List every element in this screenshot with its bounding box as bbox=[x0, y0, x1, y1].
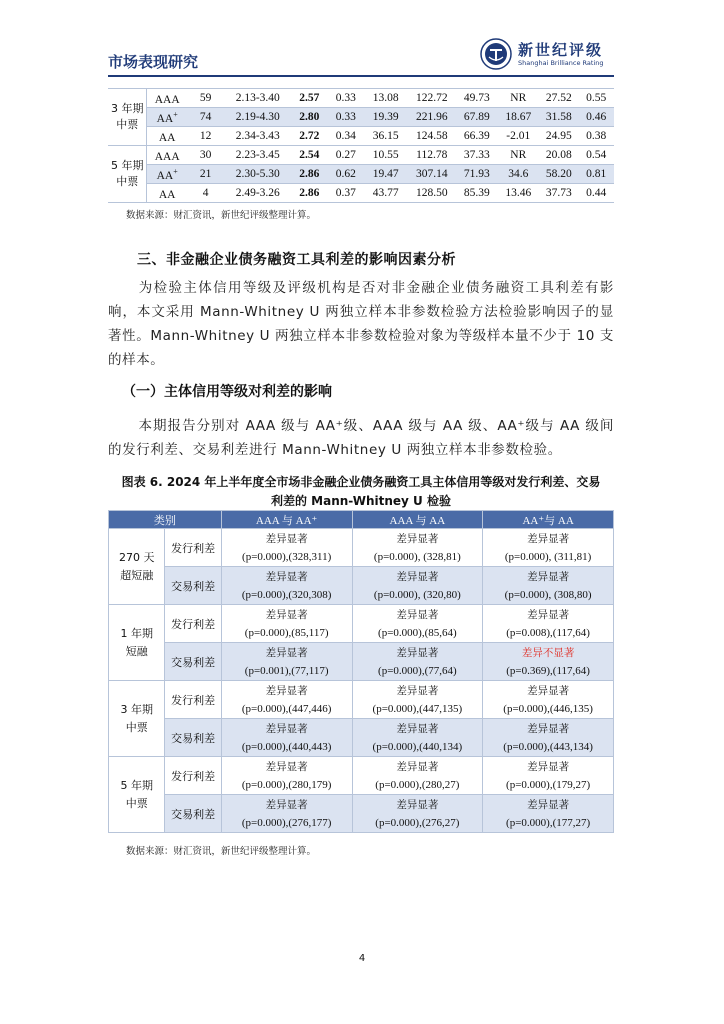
significance-label: 差异显著 bbox=[527, 722, 570, 735]
result-cell bbox=[352, 567, 483, 605]
spread-type: 发行利差 bbox=[165, 529, 221, 567]
p-value: (p=0.000),(276,177) bbox=[241, 816, 332, 829]
p-value: (p=0.000),(276,27) bbox=[375, 816, 460, 829]
significance-label: 差异显著 bbox=[396, 608, 439, 621]
header-aaplus-vs-aa: AA⁺与 AA bbox=[483, 511, 614, 529]
result-cell bbox=[221, 757, 352, 795]
table-row bbox=[109, 643, 614, 681]
category-line1: 5 年期 bbox=[120, 778, 153, 792]
group-label-line2: 中票 bbox=[116, 175, 139, 188]
category-label bbox=[109, 605, 165, 681]
table-cell: 20.08 bbox=[539, 146, 578, 165]
category-line1: 1 年期 bbox=[120, 626, 153, 640]
table-cell: 74 bbox=[187, 108, 224, 127]
header-divider bbox=[108, 75, 614, 77]
result-cell bbox=[221, 643, 352, 681]
p-value: (p=0.000),(446,135) bbox=[503, 702, 593, 715]
rating-modifier: + bbox=[173, 109, 178, 119]
result-cell bbox=[483, 719, 614, 757]
table-cell: 59 bbox=[187, 89, 224, 108]
category-label bbox=[109, 757, 165, 833]
group-label-line1: 3 年期 bbox=[110, 102, 144, 115]
p-value: (p=0.000),(328,311) bbox=[242, 550, 332, 563]
spread-type: 交易利差 bbox=[165, 719, 221, 757]
table-cell: 122.72 bbox=[408, 89, 457, 108]
body-paragraph-1 bbox=[108, 276, 614, 372]
table-cell: 12 bbox=[187, 127, 224, 146]
significance-label: 差异显著 bbox=[265, 570, 308, 583]
category-line1: 270 天 bbox=[118, 550, 155, 564]
table-cell: 0.54 bbox=[578, 146, 614, 165]
rating-text: AA bbox=[158, 131, 176, 144]
table-cell: 19.47 bbox=[364, 165, 408, 184]
table-cell: 31.58 bbox=[539, 108, 578, 127]
result-cell bbox=[352, 681, 483, 719]
p-value: (p=0.000), (308,80) bbox=[504, 588, 592, 601]
table-row bbox=[108, 89, 614, 108]
table-cell: 58.20 bbox=[539, 165, 578, 184]
significance-label: 差异显著 bbox=[527, 532, 570, 545]
result-cell bbox=[483, 681, 614, 719]
source-note: 数据来源：财汇资讯，新世纪评级整理计算。 bbox=[126, 210, 317, 221]
p-value: (p=0.000),(85,117) bbox=[244, 626, 329, 639]
result-cell bbox=[352, 643, 483, 681]
table-cell: 0.27 bbox=[328, 146, 364, 165]
category-label bbox=[109, 529, 165, 605]
result-cell bbox=[221, 795, 352, 833]
table-cell: 0.62 bbox=[328, 165, 364, 184]
p-value: (p=0.000),(77,64) bbox=[378, 664, 457, 677]
paragraph-text: 本期报告分别对 AAA 级与 AA⁺级、AAA 级与 AA 级、AA⁺级与 AA 级间的发行利差、交易利差进行 Mann-Whitney U 两独立样本非参数检验。 bbox=[108, 418, 614, 458]
spread-statistics-table bbox=[108, 88, 614, 203]
result-cell bbox=[352, 529, 483, 567]
rating-cell bbox=[147, 146, 187, 165]
rating-cell bbox=[147, 127, 187, 146]
significance-label: 差异显著 bbox=[396, 532, 439, 545]
category-line2: 中票 bbox=[125, 720, 148, 734]
p-value: (p=0.000),(447,135) bbox=[372, 702, 463, 715]
table-cell: 0.34 bbox=[328, 127, 364, 146]
p-value: (p=0.000), (328,81) bbox=[373, 550, 461, 563]
result-cell bbox=[221, 567, 352, 605]
spread-type: 交易利差 bbox=[165, 643, 221, 681]
significance-label: 差异显著 bbox=[396, 722, 439, 735]
p-value: (p=0.000),(179,27) bbox=[506, 778, 591, 791]
subsection-heading: （一）主体信用等级对利差的影响 bbox=[122, 384, 332, 400]
p-value: (p=0.000),(85,64) bbox=[378, 626, 457, 639]
group-label bbox=[108, 89, 147, 146]
table-cell: 2.72 bbox=[291, 127, 327, 146]
result-cell bbox=[221, 605, 352, 643]
table-cell: 2.19-4.30 bbox=[224, 108, 291, 127]
table-row bbox=[109, 567, 614, 605]
table-header-row bbox=[109, 511, 614, 529]
table-cell: 34.6 bbox=[498, 165, 539, 184]
significance-label: 差异显著 bbox=[396, 798, 439, 811]
table-cell: 2.49-3.26 bbox=[224, 184, 291, 203]
table-cell: 30 bbox=[187, 146, 224, 165]
significance-label: 差异显著 bbox=[527, 570, 570, 583]
result-cell bbox=[483, 529, 614, 567]
rating-cell bbox=[147, 89, 187, 108]
significance-label: 差异显著 bbox=[527, 798, 570, 811]
result-cell bbox=[221, 719, 352, 757]
p-value: (p=0.000),(280,179) bbox=[241, 778, 332, 791]
table-cell: 13.08 bbox=[364, 89, 408, 108]
table-cell: 0.38 bbox=[578, 127, 614, 146]
header-category: 类别 bbox=[109, 511, 222, 529]
category-label bbox=[109, 681, 165, 757]
result-cell bbox=[483, 605, 614, 643]
category-line2: 短融 bbox=[125, 644, 148, 658]
rating-text: AAA bbox=[154, 93, 180, 106]
significance-label: 差异显著 bbox=[265, 760, 308, 773]
table-cell: 0.37 bbox=[328, 184, 364, 203]
significance-label: 差异显著 bbox=[396, 646, 439, 659]
table-row bbox=[108, 108, 614, 127]
table-cell: 124.58 bbox=[408, 127, 457, 146]
significance-label: 差异显著 bbox=[527, 608, 570, 621]
table-cell: 37.73 bbox=[539, 184, 578, 203]
body-paragraph-2 bbox=[108, 414, 614, 462]
table-cell: 18.67 bbox=[498, 108, 539, 127]
table-cell: 0.44 bbox=[578, 184, 614, 203]
table-cell: 36.15 bbox=[364, 127, 408, 146]
table-cell: 0.81 bbox=[578, 165, 614, 184]
table-row bbox=[108, 146, 614, 165]
source-note: 数据来源：财汇资讯，新世纪评级整理计算。 bbox=[126, 846, 317, 857]
significance-label: 差异显著 bbox=[265, 722, 308, 735]
category-line2: 超短融 bbox=[120, 568, 154, 582]
p-value: (p=0.000),(440,134) bbox=[372, 740, 463, 753]
result-cell bbox=[483, 567, 614, 605]
table-cell: 37.33 bbox=[456, 146, 497, 165]
p-value: (p=0.000), (320,80) bbox=[373, 588, 461, 601]
table-cell: 0.46 bbox=[578, 108, 614, 127]
significance-label: 差异显著 bbox=[527, 760, 570, 773]
p-value: (p=0.000),(280,27) bbox=[375, 778, 460, 791]
table-cell: NR bbox=[498, 89, 539, 108]
rating-cell bbox=[147, 184, 187, 203]
rating-text: AA bbox=[158, 188, 176, 201]
group-label bbox=[108, 146, 147, 203]
significance-label: 差异显著 bbox=[265, 798, 308, 811]
significance-label: 差异显著 bbox=[265, 684, 308, 697]
p-value: (p=0.001),(77,117) bbox=[244, 664, 329, 677]
brilliance-seal-icon bbox=[480, 38, 512, 70]
significance-label: 差异显著 bbox=[265, 646, 308, 659]
table-cell: 221.96 bbox=[408, 108, 457, 127]
p-value: (p=0.000),(320,308) bbox=[241, 588, 332, 601]
table-cell: 0.55 bbox=[578, 89, 614, 108]
company-logo bbox=[480, 38, 620, 72]
logo-chinese-name: 新世纪评级 bbox=[518, 41, 604, 59]
table-cell: 128.50 bbox=[408, 184, 457, 203]
table-caption bbox=[108, 473, 614, 511]
table-cell: 49.73 bbox=[456, 89, 497, 108]
significance-label: 差异显著 bbox=[396, 760, 439, 773]
table-cell: 2.30-5.30 bbox=[224, 165, 291, 184]
category-line2: 中票 bbox=[125, 796, 148, 810]
result-cell bbox=[221, 681, 352, 719]
table-row bbox=[108, 165, 614, 184]
table-cell: -2.01 bbox=[498, 127, 539, 146]
spread-type: 交易利差 bbox=[165, 567, 221, 605]
table-cell: 10.55 bbox=[364, 146, 408, 165]
table-cell: 24.95 bbox=[539, 127, 578, 146]
rating-modifier: + bbox=[173, 166, 178, 176]
table-cell: 307.14 bbox=[408, 165, 457, 184]
result-cell bbox=[352, 795, 483, 833]
header-aaa-vs-aa: AAA 与 AA bbox=[352, 511, 483, 529]
table-row bbox=[109, 757, 614, 795]
group-label-line2: 中票 bbox=[116, 118, 139, 131]
paragraph-text: 为检验主体信用等级及评级机构是否对非金融企业债务融资工具利差有影响，本文采用 Mann-Whitney U 两独立样本非参数检验方法检验影响因子的显著性。Mann-Whitney U 两独立样本非参数检验对象为等级样本量不少于 10 支的样本。 bbox=[108, 280, 614, 368]
table-row bbox=[109, 795, 614, 833]
table-cell: 2.86 bbox=[291, 184, 327, 203]
table-row bbox=[109, 605, 614, 643]
table-row bbox=[108, 184, 614, 203]
p-value: (p=0.000),(440,443) bbox=[241, 740, 332, 753]
table-cell: 27.52 bbox=[539, 89, 578, 108]
result-cell bbox=[352, 605, 483, 643]
table-cell: 112.78 bbox=[408, 146, 457, 165]
table-cell: 13.46 bbox=[498, 184, 539, 203]
result-cell bbox=[221, 529, 352, 567]
result-cell bbox=[483, 795, 614, 833]
significance-label: 差异显著 bbox=[396, 684, 439, 697]
category-line1: 3 年期 bbox=[120, 702, 153, 716]
significance-label: 差异显著 bbox=[265, 532, 308, 545]
rating-cell bbox=[147, 108, 187, 127]
table-cell: 66.39 bbox=[456, 127, 497, 146]
table-cell: 2.13-3.40 bbox=[224, 89, 291, 108]
table-row bbox=[108, 127, 614, 146]
spread-type: 发行利差 bbox=[165, 681, 221, 719]
p-value: (p=0.369),(117,64) bbox=[506, 664, 590, 677]
mann-whitney-table bbox=[108, 510, 614, 833]
result-cell bbox=[352, 757, 483, 795]
result-cell bbox=[352, 719, 483, 757]
spread-type: 发行利差 bbox=[165, 757, 221, 795]
spread-type: 交易利差 bbox=[165, 795, 221, 833]
table-cell: 43.77 bbox=[364, 184, 408, 203]
table-cell: 21 bbox=[187, 165, 224, 184]
group-label-line1: 5 年期 bbox=[110, 159, 144, 172]
rating-cell bbox=[147, 165, 187, 184]
table-cell: 2.86 bbox=[291, 165, 327, 184]
header-aaa-vs-aaplus: AAA 与 AA⁺ bbox=[221, 511, 352, 529]
table-cell: NR bbox=[498, 146, 539, 165]
table-cell: 67.89 bbox=[456, 108, 497, 127]
table-cell: 2.80 bbox=[291, 108, 327, 127]
table-row bbox=[109, 529, 614, 567]
table-cell: 2.57 bbox=[291, 89, 327, 108]
significance-label: 差异显著 bbox=[527, 684, 570, 697]
table-cell: 4 bbox=[187, 184, 224, 203]
p-value: (p=0.000),(177,27) bbox=[506, 816, 591, 829]
table-row bbox=[109, 681, 614, 719]
caption-line-1: 图表 6. 2024 年上半年度全市场非金融企业债务融资工具主体信用等级对发行利差、交易 bbox=[121, 475, 601, 489]
spread-type: 发行利差 bbox=[165, 605, 221, 643]
table-cell: 85.39 bbox=[456, 184, 497, 203]
rating-text: AA bbox=[156, 112, 174, 125]
table-cell: 71.93 bbox=[456, 165, 497, 184]
rating-text: AAA bbox=[154, 150, 180, 163]
section-heading: 三、非金融企业债务融资工具利差的影响因素分析 bbox=[137, 252, 456, 268]
table-cell: 2.34-3.43 bbox=[224, 127, 291, 146]
table-cell: 19.39 bbox=[364, 108, 408, 127]
logo-english-name: Shanghai Brilliance Rating bbox=[518, 59, 604, 67]
result-cell bbox=[483, 757, 614, 795]
p-value: (p=0.000),(447,446) bbox=[241, 702, 332, 715]
table-cell: 2.23-3.45 bbox=[224, 146, 291, 165]
table-cell: 0.33 bbox=[328, 89, 364, 108]
caption-line-2: 利差的 Mann-Whitney U 检验 bbox=[271, 494, 451, 508]
p-value: (p=0.000),(443,134) bbox=[503, 740, 593, 753]
significance-label: 差异显著 bbox=[265, 608, 308, 621]
significance-label: 差异不显著 bbox=[521, 646, 575, 659]
p-value: (p=0.008),(117,64) bbox=[506, 626, 590, 639]
rating-text: AA bbox=[156, 169, 174, 182]
significance-label: 差异显著 bbox=[396, 570, 439, 583]
result-cell bbox=[483, 643, 614, 681]
section-title: 市场表现研究 bbox=[108, 53, 199, 71]
table-cell: 2.54 bbox=[291, 146, 327, 165]
table-cell: 0.33 bbox=[328, 108, 364, 127]
page-number: 4 bbox=[358, 953, 366, 964]
p-value: (p=0.000), (311,81) bbox=[504, 550, 592, 563]
table-row bbox=[109, 719, 614, 757]
